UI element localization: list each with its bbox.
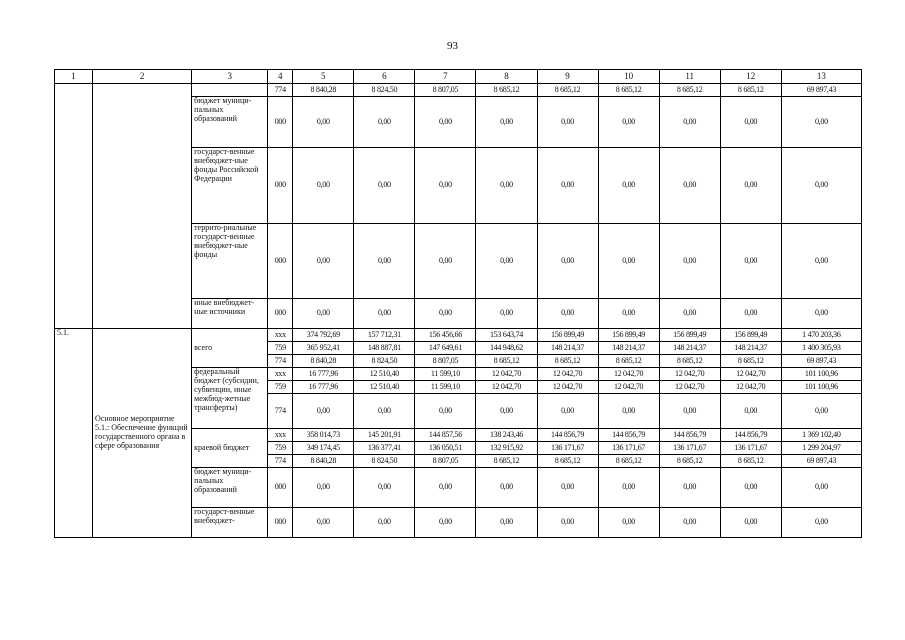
value-cell: 12 042,70 [476, 368, 537, 381]
value-cell: 0,00 [476, 148, 537, 224]
source-cell [192, 84, 268, 97]
value-cell: 1 299 204,97 [781, 442, 861, 455]
value-cell: 8 840,28 [293, 84, 354, 97]
page-number: 93 [447, 40, 458, 52]
value-cell: 0,00 [354, 224, 415, 299]
value-cell: 0,00 [354, 97, 415, 148]
value-cell: 0,00 [781, 224, 861, 299]
value-cell: 8 840,28 [293, 355, 354, 368]
value-cell: 156 899,49 [598, 329, 659, 342]
value-cell: 8 685,12 [659, 455, 720, 468]
value-cell: 8 685,12 [476, 84, 537, 97]
value-cell: 0,00 [415, 299, 476, 329]
value-cell: 0,00 [537, 97, 598, 148]
value-cell: 358 014,73 [293, 429, 354, 442]
value-cell: 8 685,12 [598, 455, 659, 468]
activity-name-cell [93, 84, 192, 329]
value-cell: 1 470 203,36 [781, 329, 861, 342]
code-cell: ххх [268, 368, 293, 381]
activity-name-cell: Основное мероприятие 5.1.: Обеспечение функций государственного органа в сфере образования [93, 329, 192, 538]
value-cell: 0,00 [720, 148, 781, 224]
value-cell: 148 214,37 [659, 342, 720, 355]
value-cell: 0,00 [354, 394, 415, 429]
value-cell: 0,00 [659, 468, 720, 508]
value-cell: 0,00 [720, 508, 781, 538]
code-cell: 000 [268, 224, 293, 299]
value-cell: 0,00 [476, 299, 537, 329]
value-cell: 69 897,43 [781, 455, 861, 468]
value-cell: 0,00 [354, 508, 415, 538]
value-cell: 145 201,91 [354, 429, 415, 442]
column-header: 8 [476, 70, 537, 84]
value-cell: 101 100,96 [781, 368, 861, 381]
code-cell: 000 [268, 148, 293, 224]
value-cell: 136 171,67 [598, 442, 659, 455]
value-cell: 0,00 [293, 148, 354, 224]
value-cell: 12 042,70 [659, 381, 720, 394]
column-header: 1 [55, 70, 93, 84]
value-cell: 0,00 [537, 224, 598, 299]
value-cell: 1 369 102,40 [781, 429, 861, 442]
column-header: 4 [268, 70, 293, 84]
value-cell: 153 643,74 [476, 329, 537, 342]
value-cell: 144 857,56 [415, 429, 476, 442]
column-header: 11 [659, 70, 720, 84]
value-cell: 0,00 [720, 224, 781, 299]
source-cell: бюджет муници-пальных образований [192, 97, 268, 148]
value-cell: 144 856,79 [537, 429, 598, 442]
value-cell: 0,00 [598, 468, 659, 508]
value-cell: 0,00 [476, 508, 537, 538]
value-cell: 147 649,61 [415, 342, 476, 355]
value-cell: 8 685,12 [659, 84, 720, 97]
value-cell: 0,00 [537, 394, 598, 429]
value-cell: 12 510,40 [354, 381, 415, 394]
source-cell: федеральный бюджет (субсидии, субвенции, иные межбюд-жетные трансферты) [192, 368, 268, 429]
value-cell: 0,00 [598, 148, 659, 224]
value-cell: 0,00 [781, 468, 861, 508]
value-cell: 0,00 [293, 468, 354, 508]
value-cell: 136 050,51 [415, 442, 476, 455]
code-cell: 000 [268, 508, 293, 538]
value-cell: 0,00 [537, 299, 598, 329]
value-cell: 8 685,12 [659, 355, 720, 368]
code-cell: 759 [268, 381, 293, 394]
value-cell: 1 400 305,93 [781, 342, 861, 355]
value-cell: 8 824,50 [354, 355, 415, 368]
value-cell: 0,00 [720, 97, 781, 148]
code-cell: 759 [268, 342, 293, 355]
value-cell: 157 712,31 [354, 329, 415, 342]
value-cell: 101 100,96 [781, 381, 861, 394]
value-cell: 0,00 [598, 97, 659, 148]
header-row [55, 70, 862, 84]
value-cell: 0,00 [659, 508, 720, 538]
value-cell: 0,00 [598, 224, 659, 299]
value-cell: 374 792,69 [293, 329, 354, 342]
table-row [55, 84, 862, 97]
value-cell: 156 456,66 [415, 329, 476, 342]
value-cell: 16 777,96 [293, 368, 354, 381]
value-cell: 0,00 [598, 394, 659, 429]
value-cell: 0,00 [476, 224, 537, 299]
value-cell: 144 948,62 [476, 342, 537, 355]
value-cell: 365 952,41 [293, 342, 354, 355]
source-cell: краевой бюджет [192, 429, 268, 468]
source-cell: государст-венные внебюджет- [192, 508, 268, 538]
column-header: 7 [415, 70, 476, 84]
value-cell: 0,00 [720, 299, 781, 329]
value-cell: 0,00 [415, 224, 476, 299]
column-header: 12 [720, 70, 781, 84]
value-cell: 0,00 [537, 508, 598, 538]
value-cell: 8 685,12 [598, 84, 659, 97]
value-cell: 144 856,79 [720, 429, 781, 442]
number-cell [55, 84, 93, 329]
value-cell: 12 042,70 [720, 381, 781, 394]
value-cell: 156 899,49 [720, 329, 781, 342]
value-cell: 156 899,49 [537, 329, 598, 342]
value-cell: 132 915,92 [476, 442, 537, 455]
value-cell: 138 243,46 [476, 429, 537, 442]
code-cell: 000 [268, 97, 293, 148]
value-cell: 349 174,45 [293, 442, 354, 455]
source-cell: иные внебюджет-ные источники [192, 299, 268, 329]
value-cell: 144 856,79 [598, 429, 659, 442]
value-cell: 148 214,37 [537, 342, 598, 355]
value-cell: 12 042,70 [537, 381, 598, 394]
value-cell: 8 685,12 [537, 355, 598, 368]
source-cell: террито-риальные государст-венные внебюджет-ные фонды [192, 224, 268, 299]
column-header: 6 [354, 70, 415, 84]
value-cell: 69 897,43 [781, 84, 861, 97]
value-cell: 144 856,79 [659, 429, 720, 442]
value-cell: 148 887,81 [354, 342, 415, 355]
value-cell: 0,00 [781, 97, 861, 148]
table-row [55, 329, 862, 342]
column-header: 3 [192, 70, 268, 84]
value-cell: 8 685,12 [720, 455, 781, 468]
code-cell: ххх [268, 429, 293, 442]
code-cell: 774 [268, 84, 293, 97]
value-cell: 136 377,41 [354, 442, 415, 455]
column-header: 2 [93, 70, 192, 84]
column-header: 9 [537, 70, 598, 84]
value-cell: 12 042,70 [720, 368, 781, 381]
value-cell: 8 685,12 [537, 455, 598, 468]
value-cell: 8 807,05 [415, 84, 476, 97]
value-cell: 0,00 [659, 97, 720, 148]
value-cell: 0,00 [354, 299, 415, 329]
value-cell: 0,00 [415, 394, 476, 429]
budget-table [54, 69, 862, 538]
column-header: 10 [598, 70, 659, 84]
value-cell: 136 171,67 [659, 442, 720, 455]
source-cell: государст-венные внебюджет-ные фонды Российской Федерации [192, 148, 268, 224]
source-cell: бюджет муници-пальных образований [192, 468, 268, 508]
value-cell: 16 777,96 [293, 381, 354, 394]
value-cell: 0,00 [354, 148, 415, 224]
value-cell: 69 897,43 [781, 355, 861, 368]
value-cell: 0,00 [354, 468, 415, 508]
value-cell: 0,00 [598, 299, 659, 329]
value-cell: 0,00 [415, 468, 476, 508]
value-cell: 0,00 [659, 299, 720, 329]
value-cell: 136 171,67 [720, 442, 781, 455]
value-cell: 0,00 [659, 148, 720, 224]
value-cell: 8 840,28 [293, 455, 354, 468]
value-cell: 156 899,49 [659, 329, 720, 342]
value-cell: 0,00 [781, 508, 861, 538]
value-cell: 0,00 [537, 468, 598, 508]
value-cell: 0,00 [720, 468, 781, 508]
value-cell: 0,00 [415, 148, 476, 224]
value-cell: 148 214,37 [720, 342, 781, 355]
value-cell: 8 685,12 [476, 455, 537, 468]
value-cell: 8 685,12 [720, 355, 781, 368]
value-cell: 8 807,05 [415, 355, 476, 368]
activity-number-cell: 5.1. [55, 329, 93, 538]
value-cell: 8 824,50 [354, 84, 415, 97]
source-cell: всего [192, 329, 268, 368]
column-header: 13 [781, 70, 861, 84]
value-cell: 0,00 [659, 394, 720, 429]
code-cell: 759 [268, 442, 293, 455]
column-header: 5 [293, 70, 354, 84]
value-cell: 0,00 [415, 97, 476, 148]
code-cell: 000 [268, 299, 293, 329]
code-cell: 774 [268, 455, 293, 468]
value-cell: 8 685,12 [720, 84, 781, 97]
value-cell: 12 042,70 [476, 381, 537, 394]
value-cell: 136 171,67 [537, 442, 598, 455]
value-cell: 0,00 [537, 148, 598, 224]
value-cell: 0,00 [781, 394, 861, 429]
value-cell: 0,00 [293, 224, 354, 299]
value-cell: 8 685,12 [537, 84, 598, 97]
code-cell: 774 [268, 355, 293, 368]
value-cell: 0,00 [781, 299, 861, 329]
value-cell: 11 599,10 [415, 381, 476, 394]
value-cell: 148 214,37 [598, 342, 659, 355]
value-cell: 0,00 [476, 394, 537, 429]
value-cell: 0,00 [476, 468, 537, 508]
value-cell: 0,00 [293, 508, 354, 538]
value-cell: 11 599,10 [415, 368, 476, 381]
code-cell: ххх [268, 329, 293, 342]
value-cell: 0,00 [293, 299, 354, 329]
code-cell: 000 [268, 468, 293, 508]
value-cell: 8 685,12 [598, 355, 659, 368]
value-cell: 12 042,70 [537, 368, 598, 381]
value-cell: 0,00 [598, 508, 659, 538]
value-cell: 0,00 [659, 224, 720, 299]
value-cell: 12 510,40 [354, 368, 415, 381]
value-cell: 12 042,70 [598, 381, 659, 394]
value-cell: 12 042,70 [659, 368, 720, 381]
value-cell: 0,00 [781, 148, 861, 224]
value-cell: 0,00 [720, 394, 781, 429]
value-cell: 8 824,50 [354, 455, 415, 468]
value-cell: 12 042,70 [598, 368, 659, 381]
value-cell: 0,00 [476, 97, 537, 148]
value-cell: 0,00 [293, 97, 354, 148]
value-cell: 0,00 [293, 394, 354, 429]
value-cell: 0,00 [415, 508, 476, 538]
value-cell: 8 807,05 [415, 455, 476, 468]
code-cell: 774 [268, 394, 293, 429]
value-cell: 8 685,12 [476, 355, 537, 368]
